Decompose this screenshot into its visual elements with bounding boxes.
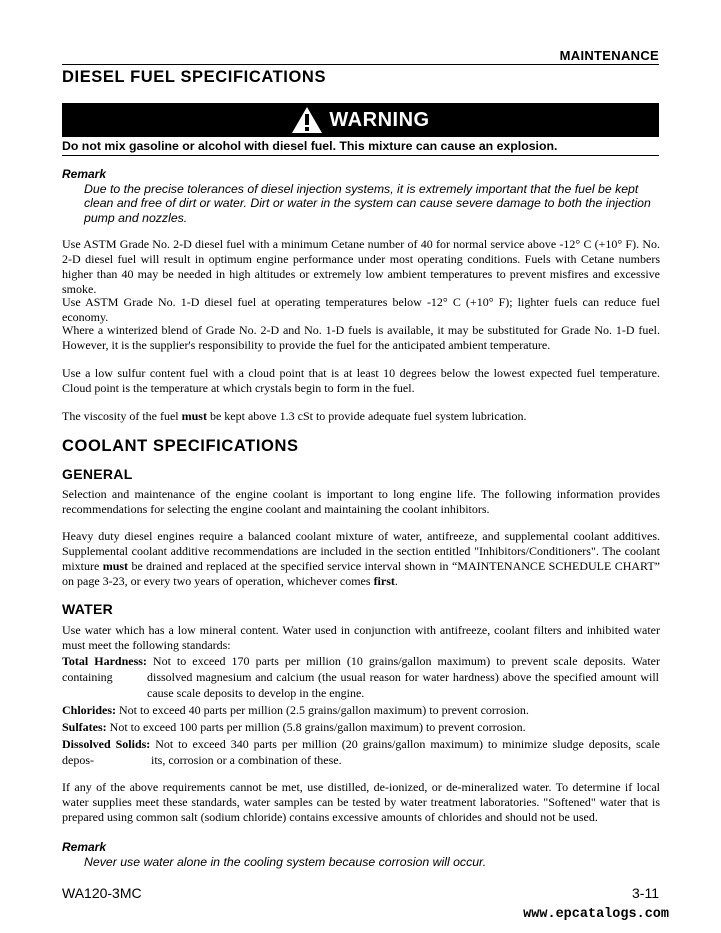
standard-total-hardness: Total Hardness: Not to exceed 170 parts per million (10 grains/gallon maximum) to prevent scale deposits. Water containing xyxy=(62,654,660,685)
remark-heading: Remark xyxy=(62,167,107,181)
diesel-paragraph-4: Use a low sulfur content fuel with a cloud point that is at least 10 degrees below the lowest expected fuel temperature. Cloud point is the temperature at which crystals begin to form in the fuel. xyxy=(62,366,660,395)
standard-sulfates: Sulfates: Not to exceed 100 parts per million (5.8 grains/gallon maximum) to prevent corrosion. xyxy=(62,720,526,734)
water-remark-body: Never use water alone in the cooling system because corrosion will occur. xyxy=(84,855,487,869)
water-outro: If any of the above requirements cannot be met, use distilled, de-ionized, or de-mineralized water. To determine if local water supplies meet these standards, water samples can be tested by water treatment laboratories. "Softened" water that is prepared using common salt (sodium chloride) contains excessive amounts of chlorides and should not be used. xyxy=(62,780,660,824)
warning-triangle-icon xyxy=(291,106,323,134)
warning-rule xyxy=(62,155,659,156)
water-heading: WATER xyxy=(62,601,114,617)
warning-label: WARNING xyxy=(329,108,430,131)
standard-total-hardness-cont: dissolved magnesium and calcium (the usual reason for water hardness) above the specified amount will cause scale deposits to develop in the engine. xyxy=(147,670,659,701)
general-heading: GENERAL xyxy=(62,466,133,482)
standard-dissolved-solids-cont: its, corrosion or a combination of these. xyxy=(151,753,342,767)
warning-banner xyxy=(62,103,659,137)
water-remark-heading: Remark xyxy=(62,840,107,854)
diesel-paragraph-2: Use ASTM Grade No. 1-D diesel fuel at operating temperatures below -12° C (+10° F); lighter fuels can reduce fuel economy. xyxy=(62,295,660,324)
general-paragraph-1: Selection and maintenance of the engine coolant is important to long engine life. The following information provides recommendations for selecting the engine coolant and maintaining the coolant inhibitors. xyxy=(62,487,660,516)
footer-page-number: 3-11 xyxy=(632,885,659,901)
remark-body: Due to the precise tolerances of diesel injection systems, it is extremely important that the fuel be kept clean and free of dirt or water. Dirt or water in the system can cause severe damage to both the injection pump and nozzles. xyxy=(84,182,651,225)
standard-dissolved-solids: Dissolved Solids: Not to exceed 340 parts per million (20 grains/gallon maximum) to minimize sludge deposits, scale depos- xyxy=(62,737,660,768)
diesel-paragraph-3: Where a winterized blend of Grade No. 2-D and No. 1-D fuels is available, it may be substituted for Grade No. 1-D fuel. However, it is the supplier's responsibility to provide the fuel for the anticipated ambient temperature. xyxy=(62,323,660,352)
standard-chlorides: Chlorides: Not to exceed 40 parts per million (2.5 grains/gallon maximum) to prevent corrosion. xyxy=(62,703,529,717)
diesel-paragraph-5: The viscosity of the fuel must be kept above 1.3 cSt to provide adequate fuel system lubrication. xyxy=(62,409,527,423)
header-rule xyxy=(62,64,659,65)
coolant-title: COOLANT SPECIFICATIONS xyxy=(62,437,299,455)
section-label: MAINTENANCE xyxy=(559,48,659,63)
watermark-url[interactable]: www.epcatalogs.com xyxy=(523,907,669,922)
general-paragraph-2: Heavy duty diesel engines require a balanced coolant mixture of water, antifreeze, and supplemental coolant additives. Supplemental coolant additive recommendations are included in the section entitled "Inhibitors/Conditioners". The coolant mixture must be drained and replaced at the specified service interval shown in “MAINTENANCE SCHEDULE CHART” on page 3-23, or every two years of operation, whichever comes first. xyxy=(62,529,660,588)
diesel-title: DIESEL FUEL SPECIFICATIONS xyxy=(62,68,327,86)
diesel-paragraph-1: Use ASTM Grade No. 2-D diesel fuel with a minimum Cetane number of 40 for normal service above -12° C (+10° F). No. 2-D diesel fuel will result in optimum engine performance under most operating conditions. Fuels with Cetane numbers higher than 40 may be needed in high altitudes or extremely low ambient temperatures to prevent misfires and excessive smoke. xyxy=(62,237,660,296)
footer-model: WA120-3MC xyxy=(62,885,142,901)
water-intro: Use water which has a low mineral content. Water used in conjunction with antifreeze, coolant filters and inhibited water must meet the following standards: xyxy=(62,623,660,652)
warning-text: Do not mix gasoline or alcohol with diesel fuel. This mixture can cause an explosion. xyxy=(62,139,558,153)
